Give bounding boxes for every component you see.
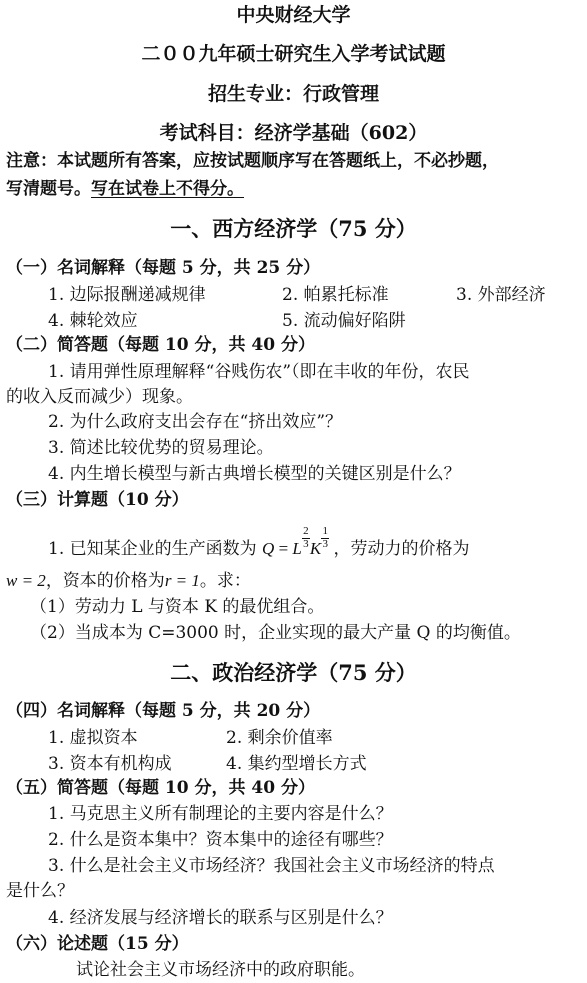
part2-title: 二、政治经济学（75 分） — [170, 660, 417, 685]
section5-q4: 4. 经济发展与经济增长的联系与区别是什么？ — [48, 908, 393, 928]
section3-q1-line2 — [6, 572, 251, 590]
formula-k-exp-num: 1 — [322, 525, 328, 537]
section4-item: 4. 集约型增长方式 — [226, 754, 367, 774]
formula-eq: = — [274, 538, 293, 558]
section3-sub1: （1）劳动力 L 与资本 K 的最优组合。 — [30, 597, 325, 617]
section5-q3-line2: 是什么？ — [6, 881, 74, 901]
subject-line: 考试科目：经济学基础（602） — [159, 122, 428, 144]
section1-item: 3. 外部经济 — [456, 285, 546, 305]
section6-q1: 试论社会主义市场经济中的政府职能。 — [76, 960, 365, 980]
section2-q3: 3. 简述比较优势的贸易理论。 — [48, 438, 274, 458]
section6-heading: （六）论述题（15 分） — [6, 934, 189, 954]
part1-title: 一、西方经济学（75 分） — [170, 216, 417, 241]
formula-k-exp-den: 3 — [322, 537, 328, 550]
section3-sub2: （2）当成本为 C=3000 时，企业实现的最大产量 Q 的均衡值。 — [30, 623, 521, 643]
notice-line-1: 注意：本试题所有答案，应按试题顺序写在答题纸上，不必抄题， — [6, 151, 499, 171]
section3-q1-line2-mid: ，资本的价格为 — [45, 571, 165, 591]
section2-q1-line2: 的收入反而减少）现象。 — [6, 387, 193, 407]
section1-item: 5. 流动偏好陷阱 — [282, 311, 406, 331]
section4-item: 1. 虚拟资本 — [48, 728, 138, 748]
section5-q2: 2. 什么是资本集中？资本集中的途径有哪些？ — [48, 830, 393, 850]
major-line: 招生专业：行政管理 — [207, 83, 379, 105]
formula-q: Q — [262, 538, 275, 558]
formula-k: K — [309, 538, 322, 558]
section4-item: 3. 资本有机构成 — [48, 754, 172, 774]
section1-item: 2. 帕累托标准 — [282, 285, 389, 305]
section5-heading: （五）简答题（每题 10 分，共 40 分） — [6, 778, 315, 798]
rent-value: r = 1 — [164, 571, 200, 590]
section5-q1: 1. 马克思主义所有制理论的主要内容是什么？ — [48, 804, 393, 824]
university-name: 中央财经大学 — [236, 4, 351, 26]
notice-underlined: 写在试卷上不得分。 — [91, 179, 244, 199]
section1-item: 1. 边际报酬递减规律 — [48, 285, 206, 305]
section3-q1-prefix: 1. 已知某企业的生产函数为 — [48, 538, 257, 559]
notice-line-2 — [6, 181, 244, 198]
formula-l: L — [292, 538, 302, 558]
exam-title: 二００九年硕士研究生入学考试试题 — [141, 43, 446, 65]
section1-heading: （一）名词解释（每题 5 分，共 25 分） — [6, 258, 321, 278]
section5-q3-line1: 3. 什么是社会主义市场经济？我国社会主义市场经济的特点 — [48, 856, 495, 876]
section2-heading: （二）简答题（每题 10 分，共 40 分） — [6, 335, 315, 355]
wage-value: w = 2 — [6, 571, 46, 590]
formula-k-exponent — [321, 526, 329, 550]
section2-q1-line1: 1. 请用弹性原理解释“谷贱伤农”（即在丰收的年份，农民 — [48, 362, 470, 382]
formula-l-exp-den: 3 — [303, 537, 309, 550]
section3-q1-line1 — [48, 525, 470, 562]
section3-q1-suffix: ，劳动力的价格为 — [333, 538, 470, 559]
section1-item: 4. 棘轮效应 — [48, 311, 138, 331]
notice-line-2-start: 写清题号。 — [6, 179, 91, 199]
formula — [262, 525, 333, 558]
section4-heading: （四）名词解释（每题 5 分，共 20 分） — [6, 701, 321, 721]
section2-q2: 2. 为什么政府支出会存在“挤出效应”？ — [48, 412, 343, 432]
section3-q1-line2-end: 。求： — [199, 571, 251, 591]
formula-l-exponent — [302, 526, 310, 550]
section2-q4: 4. 内生增长模型与新古典增长模型的关键区别是什么？ — [48, 464, 461, 484]
section4-item: 2. 剩余价值率 — [226, 728, 333, 748]
section3-heading: （三）计算题（10 分） — [6, 490, 189, 510]
formula-l-exp-num: 2 — [303, 525, 309, 537]
